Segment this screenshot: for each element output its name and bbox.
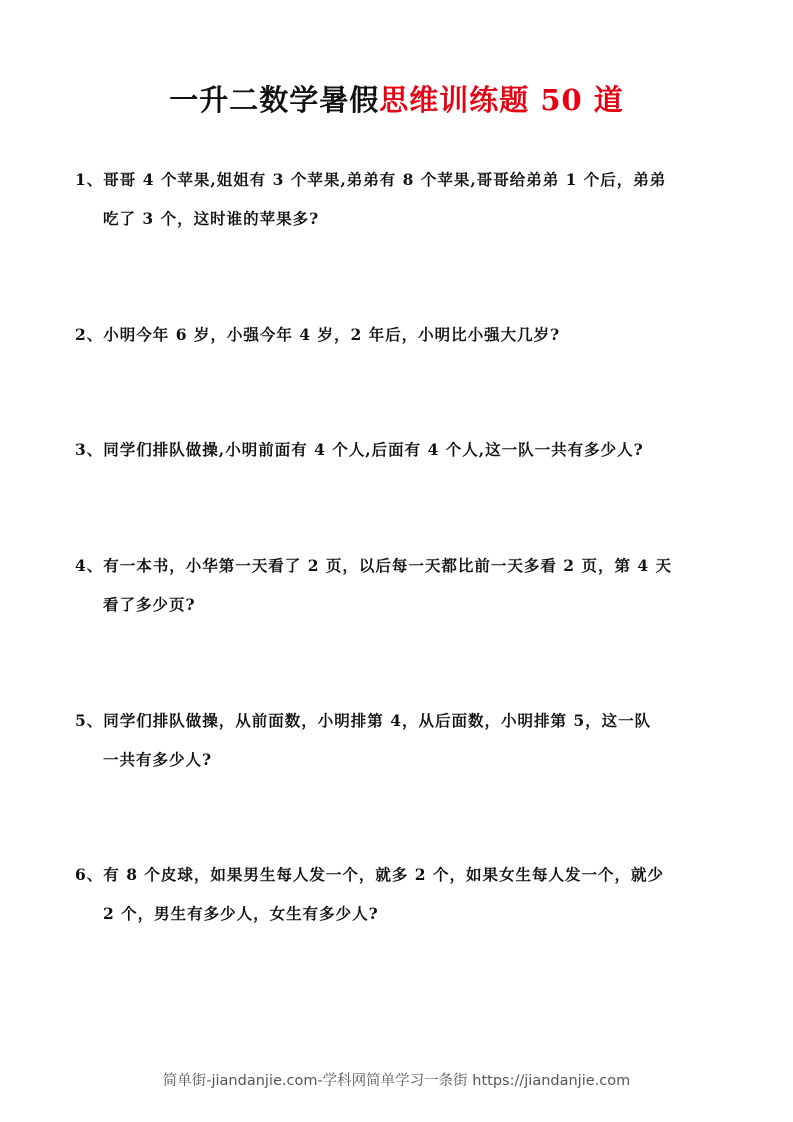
footer-watermark: 简单街-jiandanjie.com-学科网简单学习一条街 https://jiandanjie.com — [162, 1073, 631, 1089]
question-text: 有一本书，小华第一天看了 2 页，以后每一天都比前一天多看 2 页，第 4 天 — [103, 556, 673, 575]
question-continuation: 吃了 3 个，这时谁的苹果多? — [103, 209, 320, 228]
question-number: 5、 — [75, 711, 104, 730]
question-number: 1、 — [75, 170, 104, 189]
question-line — [75, 160, 725, 199]
question-text: 小明今年 6 岁，小强今年 4 岁，2 年后，小明比小强大几岁? — [103, 325, 561, 344]
question-2 — [75, 315, 725, 354]
question-line — [75, 546, 725, 585]
question-text: 同学们排队做操，从前面数，小明排第 4，从后面数，小明排第 5，这一队 — [103, 711, 652, 730]
title-black-part: 一升二数学暑假 — [169, 83, 380, 117]
question-1 — [75, 160, 725, 238]
question-5 — [75, 701, 725, 779]
title-red-part: 思维训练题 50 道 — [379, 83, 624, 117]
question-continuation: 看了多少页? — [103, 595, 196, 614]
question-number: 3、 — [75, 440, 104, 459]
question-6 — [75, 855, 725, 933]
question-text: 同学们排队做操,小明前面有 4 个人,后面有 4 个人,这一队一共有多少人? — [103, 440, 644, 459]
page-title — [0, 78, 793, 122]
question-line — [75, 315, 725, 354]
question-line — [75, 701, 725, 740]
question-text: 哥哥 4 个苹果,姐姐有 3 个苹果,弟弟有 8 个苹果,哥哥给弟弟 1 个后，弟弟 — [103, 170, 667, 189]
question-number: 2、 — [75, 325, 104, 344]
question-number: 6、 — [75, 865, 104, 884]
question-line — [75, 855, 725, 894]
question-4 — [75, 546, 725, 624]
question-continuation: 一共有多少人? — [103, 750, 213, 769]
question-3 — [75, 430, 725, 469]
question-continuation: 2 个，男生有多少人，女生有多少人? — [103, 904, 379, 923]
question-text: 有 8 个皮球，如果男生每人发一个，就多 2 个，如果女生每人发一个，就少 — [103, 865, 664, 884]
question-line — [75, 430, 725, 469]
question-number: 4、 — [75, 556, 104, 575]
